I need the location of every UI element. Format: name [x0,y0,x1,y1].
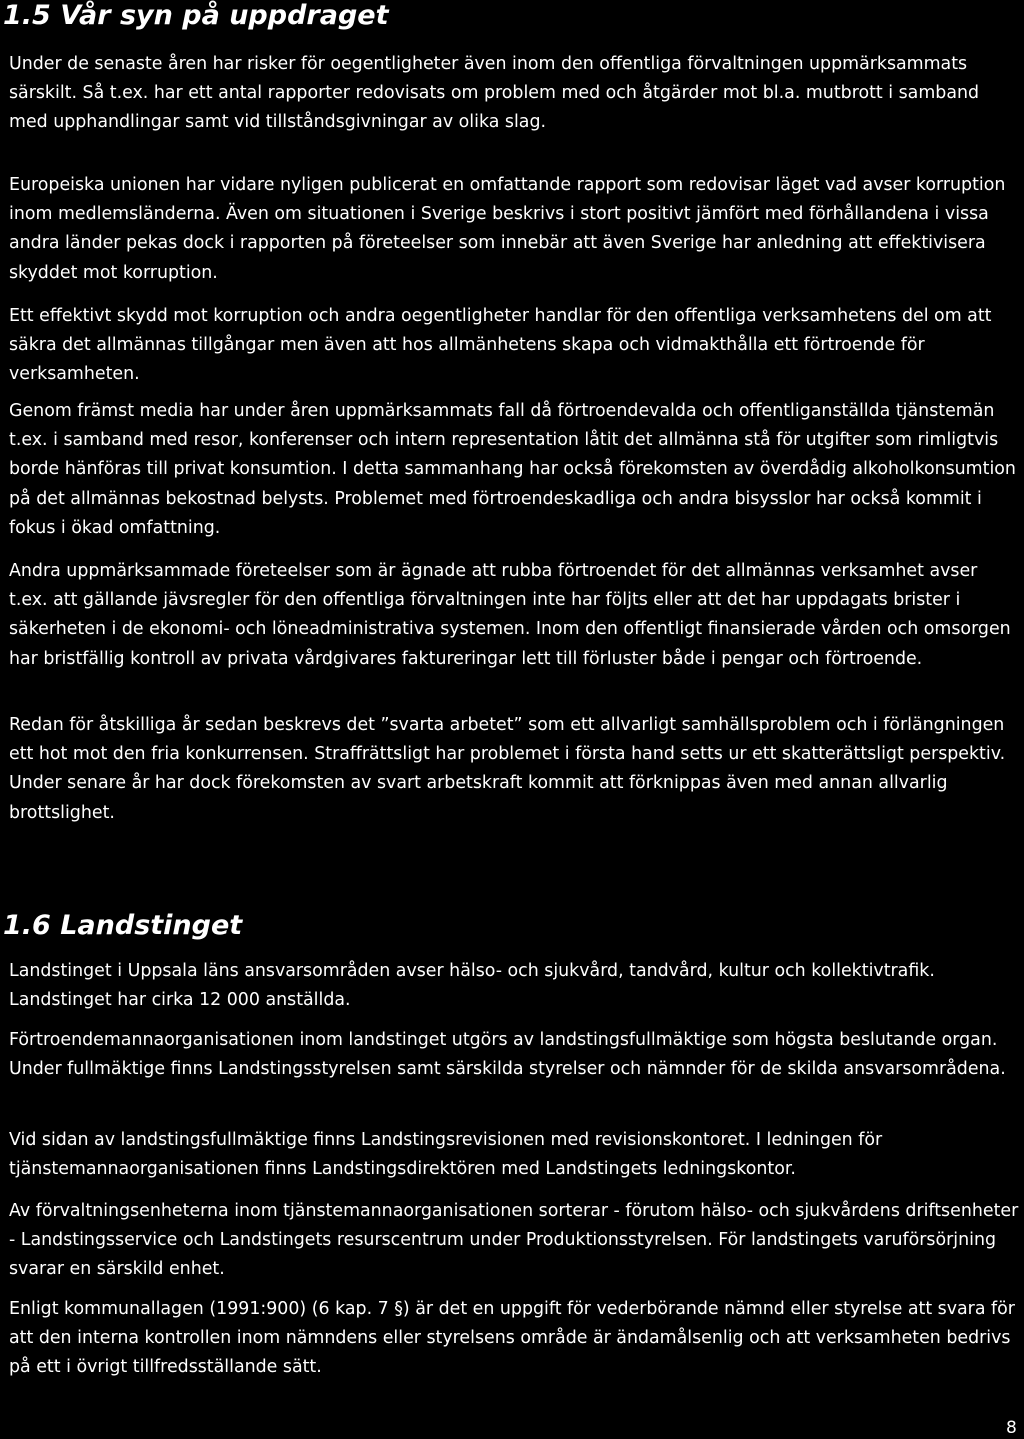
paragraph-1-6-3: Vid sidan av landstingsfullmäktige finns Landstingsrevisionen med revisionskontoret. I ledningen för tjänstemannaorganisationen finns Landstingsdirektören med Landstingets ledningskontor. [9,1130,883,1180]
paragraph-1-5-4: Genom främst media har under åren uppmärksammats fall då förtroendevalda och offentliganställda tjänstemän t.ex. i samband med resor, konferenser och intern representation låtit det allmänna stå för utgifter som rimligtvis borde hänföras till privat konsumtion. I detta sammanhang har också förekomsten av överdådig alkoholkonsumtion på det allmännas bekostnad belysts. Problemet med förtroendeskadliga och andra bisysslor har också kommit i fokus i ökad omfattning. [9,401,1016,538]
paragraph-1-6-2: Förtroendemannaorganisationen inom landstinget utgörs av landstingsfullmäktige som högsta beslutande organ. Under fullmäktige finns Landstingsstyrelsen samt särskilda styrelser och nämnder för de skilda ansvarsområdena. [9,1030,1006,1080]
section-heading-1-5: 1.5 Vår syn på uppdraget [3,0,389,31]
paragraph-1-6-1: Landstinget i Uppsala läns ansvarsområden avser hälso- och sjukvård, tandvård, kultur och kollektivtrafik. Landstinget har cirka 12 000 anställda. [9,961,935,1011]
paragraph-1-5-5: Andra uppmärksammade företeelser som är ägnade att rubba förtroendet för det allmännas verksamhet avser t.ex. att gällande jävsregler för den offentliga förvaltningen inte har följts eller att det har uppdagats brister i säkerheten i de ekonomi- och löneadministrativa systemen. Inom den offentligt finansierade vården och omsorgen har bristfällig kontroll av privata vårdgivares faktureringar lett till förluster både i pengar och förtroende. [9,561,1011,669]
paragraph-1-5-2: Europeiska unionen har vidare nyligen publicerat en omfattande rapport som redovisar läget vad avser korruption inom medlemsländerna. Även om situationen i Sverige beskrivs i stort positivt jämfört med förhållandena i vissa andra länder pekas dock i rapporten på företeelser som innebär att även Sverige har anledning att effektivisera skyddet mot korruption. [9,175,1006,283]
paragraph-1-5-3: Ett effektivt skydd mot korruption och andra oegentligheter handlar för den offentliga verksamhetens del om att säkra det allmännas tillgångar men även att hos allmänhetens skapa och vidmakthålla ett förtroende för verksamheten. [9,306,992,385]
paragraph-1-5-6: Redan för åtskilliga år sedan beskrevs det ”svarta arbetet” som ett allvarligt samhällsproblem och i förlängningen ett hot mot den fria konkurrensen. Straffrättsligt har problemet i första hand setts ur ett skatterättsligt perspektiv. Under senare år har dock förekomsten av svart arbetskraft kommit att förknippas även med annan allvarlig brottslighet. [9,715,1006,823]
paragraph-1-6-4: Av förvaltningsenheterna inom tjänstemannaorganisationen sorterar - förutom hälso- och sjukvårdens driftsenheter - Landstingsservice och Landstingets resurscentrum under Produktionsstyrelsen. För landstingets varuförsörjning svarar en särskild enhet. [9,1201,1019,1280]
section-heading-1-6: 1.6 Landstinget [3,910,243,941]
paragraph-1-6-5: Enligt kommunallagen (1991:900) (6 kap. 7 §) är det en uppgift för vederbörande nämnd eller styrelse att svara för att den interna kontrollen inom nämndens eller styrelsens område är ändamålsenlig och att verksamheten bedrivs på ett i övrigt tillfredsställande sätt. [9,1299,1015,1378]
page-number: 8 [1006,1418,1017,1438]
paragraph-1-5-1: Under de senaste åren har risker för oegentligheter även inom den offentliga förvaltningen uppmärksammats särskilt. Så t.ex. har ett antal rapporter redovisats om problem med och åtgärder mot bl.a. mutbrott i samband med upphandlingar samt vid tillståndsgivningar av olika slag. [9,54,980,133]
